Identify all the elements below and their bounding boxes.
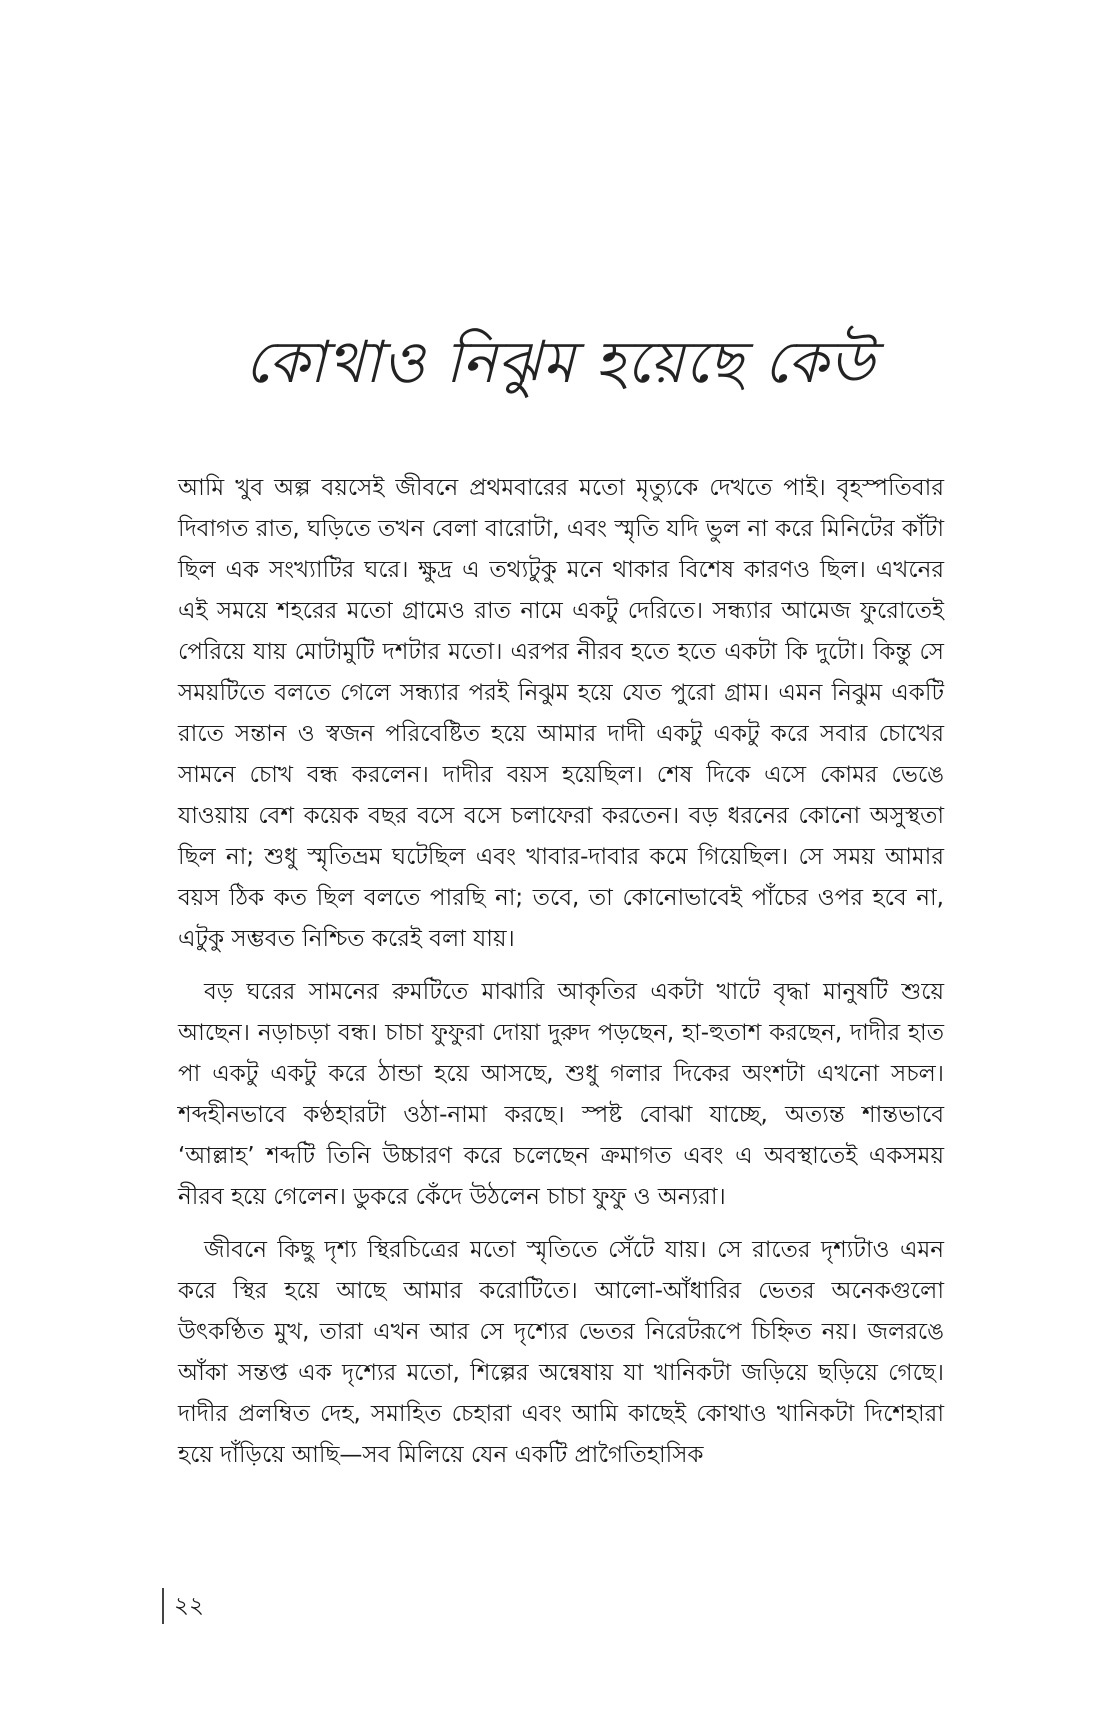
chapter-title: কোথাও নিঝুম হয়েছে কেউ xyxy=(244,328,876,396)
page-number: ২২ xyxy=(174,1593,204,1619)
paragraph-2: বড় ঘরের সামনের রুমটিতে মাঝারি আকৃতির একটা খাটে বৃদ্ধা মানুষটি শুয়ে আছেন। নড়াচড়া বন্ধ। চাচা ফুফুরা দোয়া দুরুদ পড়ছেন, হা-হুতাশ করছেন, দাদীর হাত পা একটু একটু করে ঠান্ডা হয়ে আসছে, শুধু গলার দিকের অংশটা এখনো সচল। শব্দহীনভাবে কণ্ঠহারটা ওঠা-নামা করছে। স্পষ্ট বোঝা যাচ্ছে, অত্যন্ত শান্তভাবে ‘আল্লাহ’ শব্দটি তিনি উচ্চারণ করে চলেছেন ক্রমাগত এবং এ অবস্থাতেই একসময় নীরব হয়ে গেলেন। ডুকরে কেঁদে উঠলেন চাচা ফুফু ও অন্যরা। xyxy=(178,979,944,1210)
body-text xyxy=(178,468,944,1476)
paragraph-1: আমি খুব অল্প বয়সেই জীবনে প্রথমবারের মতো মৃত্যুকে দেখতে পাই। বৃহস্পতিবার দিবাগত রাত, ঘড়িতে তখন বেলা বারোটা, এবং স্মৃতি যদি ভুল না করে মিনিটের কাঁটা ছিল এক সংখ্যাটির ঘরে। ক্ষুদ্র এ তথ্যটুকু মনে থাকার বিশেষ কারণও ছিল। এখনের এই সময়ে শহরের মতো গ্রামেও রাত নামে একটু দেরিতে। সন্ধ্যার আমেজ ফুরোতেই পেরিয়ে যায় মোটামুটি দশটার মতো। এরপর নীরব হতে হতে একটা কি দুটো। কিন্তু সে সময়টিতে বলতে গেলে সন্ধ্যার পরই নিঝুম হয়ে যেত পুরো গ্রাম। এমন নিঝুম একটি রাতে সন্তান ও স্বজন পরিবেষ্টিত হয়ে আমার দাদী একটু একটু করে সবার চোখের সামনে চোখ বন্ধ করলেন। দাদীর বয়স হয়েছিল। শেষ দিকে এসে কোমর ভেঙে যাওয়ায় বেশ কয়েক বছর বসে বসে চলাফেরা করতেন। বড় ধরনের কোনো অসুস্থতা ছিল না; শুধু স্মৃতিভ্রম ঘটেছিল এবং খাবার-দাবার কমে গিয়েছিল। সে সময় আমার বয়স ঠিক কত ছিল বলতে পারছি না; তবে, তা কোনোভাবেই পাঁচের ওপর হবে না, এটুকু সম্ভবত নিশ্চিত করেই বলা যায়। xyxy=(178,475,944,952)
page-footer xyxy=(162,1588,204,1624)
page-number-rule xyxy=(162,1588,164,1624)
paragraph-3: জীবনে কিছু দৃশ্য স্থিরচিত্রের মতো স্মৃতিতে সেঁটে যায়। সে রাতের দৃশ্যটাও এমন করে স্থির হয়ে আছে আমার করোটিতে। আলো-আঁধারির ভেতর অনেকগুলো উৎকণ্ঠিত মুখ, তারা এখন আর সে দৃশ্যের ভেতর নিরেটরূপে চিহ্নিত নয়। জলরঙে আঁকা সন্তপ্ত এক দৃশ্যের মতো, শিল্পের অন্বেষায় যা খানিকটা জড়িয়ে ছড়িয়ে গেছে। দাদীর প্রলম্বিত দেহ, সমাহিত চেহারা এবং আমি কাছেই কোথাও খানিকটা দিশেহারা হয়ে দাঁড়িয়ে আছি—সব মিলিয়ে যেন একটি প্রাগৈতিহাসিক xyxy=(178,1237,944,1468)
